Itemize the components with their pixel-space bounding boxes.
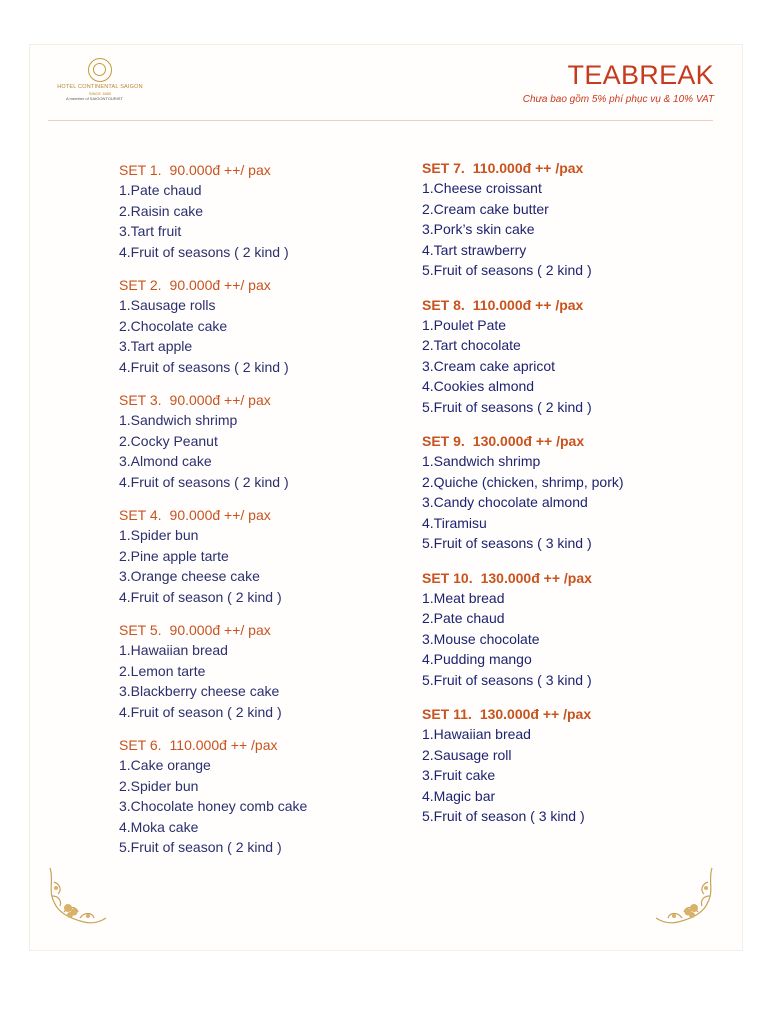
set-name: SET 10. — [422, 569, 473, 586]
menu-item: 3.Tart fruit — [119, 223, 182, 239]
menu-item: 5.Fruit of seasons ( 3 kind ) — [422, 535, 592, 551]
menu-set — [422, 158, 692, 281]
menu-item: 4.Fruit of seasons ( 2 kind ) — [119, 473, 289, 490]
menu-item: 2.Chocolate cake — [119, 317, 228, 334]
globe-emblem-icon — [88, 58, 112, 82]
set-name: SET 11. — [422, 706, 472, 722]
menu-set — [119, 160, 389, 262]
set-heading — [422, 431, 692, 451]
menu-item: 2.Raisin cake — [119, 202, 204, 219]
set-heading — [119, 735, 389, 755]
menu-item: 3.Tart apple — [119, 338, 193, 354]
set-heading — [422, 295, 692, 315]
set-heading — [119, 275, 389, 295]
menu-set — [119, 620, 389, 722]
menu-item: 2.Spider bun — [119, 777, 199, 794]
floral-ornament-right-icon — [654, 862, 718, 928]
set-price: 130.000đ ++ /pax — [472, 433, 585, 449]
menu-item: 4.Moka cake — [119, 818, 199, 835]
menu-item: 5.Fruit of seasons ( 3 kind ) — [422, 671, 592, 688]
set-price: 110.000đ ++ /pax — [169, 737, 278, 753]
set-price: 130.000đ ++ /pax — [480, 569, 592, 586]
set-name: SET 4. — [119, 507, 162, 523]
floral-ornament-left-icon — [44, 862, 108, 928]
vat-note: Chưa bao gồm 5% phí phục vụ & 10% VAT — [522, 94, 714, 105]
menu-item: 3.Mouse chocolate — [422, 630, 540, 647]
menu-item: 3.Fruit cake — [422, 767, 496, 783]
logo-hotel-name: HOTEL CONTINENTAL SAIGON — [57, 84, 143, 90]
menu-item: 5.Fruit of seasons ( 2 kind ) — [422, 398, 592, 415]
menu-item: 2.Cream cake butter — [422, 200, 549, 217]
logo-since: SINCE 1880 — [88, 91, 112, 96]
menu-set — [119, 390, 389, 492]
menu-item: 3.Pork’s skin cake — [422, 221, 535, 237]
menu-item: 4.Tiramisu — [422, 514, 487, 531]
set-price: 90.000đ ++/ pax — [169, 162, 271, 178]
set-heading — [119, 390, 389, 410]
set-name: SET 5. — [119, 622, 162, 638]
menu-item: 3.Blackberry cheese cake — [119, 683, 280, 699]
set-price: 90.000đ ++/ pax — [169, 507, 271, 523]
hotel-logo — [48, 58, 152, 102]
menu-item: 5.Fruit of seasons ( 2 kind ) — [422, 262, 592, 278]
menu-item: 1.Spider bun — [119, 527, 199, 543]
menu-item: 3.Cream cake apricot — [422, 357, 556, 374]
menu-item: 2.Quiche (chicken, shrimp, pork) — [422, 473, 624, 490]
set-heading — [119, 620, 389, 640]
menu-item: 4.Fruit of seasons ( 2 kind ) — [119, 243, 289, 260]
menu-item: 4.Tart strawberry — [422, 241, 527, 258]
menu-item: 3.Orange cheese cake — [119, 568, 260, 584]
menu-set — [119, 275, 389, 377]
menu-set — [422, 295, 692, 418]
menu-item: 4.Fruit of season ( 2 kind ) — [119, 703, 282, 720]
menu-item: 2.Sausage roll — [422, 746, 512, 763]
set-price: 90.000đ ++/ pax — [169, 622, 271, 638]
set-name: SET 6. — [119, 737, 162, 753]
menu-set — [422, 431, 692, 554]
menu-item: 5.Fruit of season ( 2 kind ) — [119, 839, 282, 855]
menu-set — [422, 568, 692, 691]
menu-item: 2.Cocky Peanut — [119, 432, 218, 449]
menu-item: 4.Fruit of season ( 2 kind ) — [119, 588, 282, 605]
set-price: 90.000đ ++/ pax — [169, 392, 271, 408]
menu-item: 4.Magic bar — [422, 787, 496, 804]
set-name: SET 7. — [422, 160, 465, 176]
menu-set — [119, 505, 389, 607]
set-price: 130.000đ ++ /pax — [479, 706, 592, 722]
set-name: SET 1. — [119, 162, 162, 178]
menu-item: 4.Pudding mango — [422, 651, 532, 667]
set-heading — [422, 568, 692, 588]
menu-set — [422, 704, 692, 827]
set-name: SET 9. — [422, 433, 465, 449]
page-title: TEABREAK — [567, 60, 714, 90]
set-price: 110.000đ ++ /pax — [472, 160, 584, 176]
menu-item: 2.Tart chocolate — [422, 337, 521, 353]
menu-item: 1.Meat bread — [422, 589, 505, 606]
menu-set — [119, 735, 389, 858]
menu-item: 1.Poulet Pate — [422, 316, 507, 333]
menu-item: 1.Cake orange — [119, 757, 211, 773]
header-divider — [48, 120, 713, 121]
set-price: 90.000đ ++/ pax — [169, 277, 271, 293]
menu-item: 1.Hawaiian bread — [422, 726, 531, 742]
set-heading — [119, 505, 389, 525]
set-name: SET 2. — [119, 277, 162, 293]
set-heading — [422, 158, 692, 178]
menu-item: 1.Sandwich shrimp — [119, 412, 238, 428]
menu-item: 1.Pate chaud — [119, 182, 202, 198]
set-heading — [119, 160, 389, 180]
set-name: SET 3. — [119, 392, 162, 408]
menu-item: 3.Chocolate honey comb cake — [119, 798, 308, 814]
menu-item: 5.Fruit of season ( 3 kind ) — [422, 808, 585, 824]
logo-member-line: A member of SAIGONTOURIST — [66, 96, 123, 101]
menu-item: 3.Candy chocolate almond — [422, 494, 588, 510]
menu-item: 1.Sandwich shrimp — [422, 453, 541, 469]
menu-item: 2.Pate chaud — [422, 610, 505, 626]
right-menu-column — [422, 158, 692, 841]
menu-item: 2.Lemon tarte — [119, 662, 206, 679]
menu-item: 1.Sausage rolls — [119, 297, 216, 313]
menu-item: 1.Cheese croissant — [422, 180, 542, 196]
set-price: 110.000đ ++ /pax — [472, 296, 584, 313]
menu-item: 2.Pine apple tarte — [119, 547, 229, 564]
menu-item: 4.Fruit of seasons ( 2 kind ) — [119, 358, 289, 375]
left-menu-column — [119, 160, 389, 871]
menu-item: 1.Hawaiian bread — [119, 642, 228, 658]
menu-item: 4.Cookies almond — [422, 378, 535, 394]
set-name: SET 8. — [422, 296, 465, 313]
set-heading — [422, 704, 692, 724]
menu-item: 3.Almond cake — [119, 453, 212, 469]
